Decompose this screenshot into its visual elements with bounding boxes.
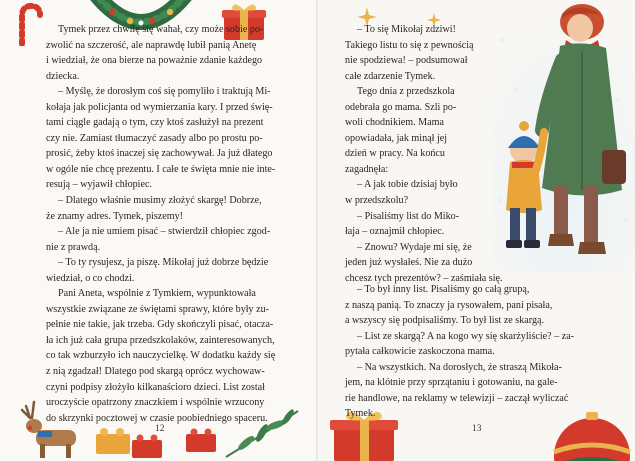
holly-branch-icon <box>222 405 302 461</box>
text-line: – Znowu? Wydaje mi się, że <box>357 241 472 253</box>
text-line: Takiego listu to się z pewnością <box>345 39 474 51</box>
text-line: co tak wzburzyło ich nauczycielkę. W dodatku każdy się <box>46 350 276 362</box>
text-line: w ogóle nie chcę prezentu. I całe te święta mnie nie inte- <box>46 163 276 175</box>
text-line: – Dlatego właśnie musimy złożyć skargę! Dobrze, <box>58 195 262 207</box>
text-line: opowiadała, jak minął jej <box>345 132 448 144</box>
text-line: nie spodziewa! – podsumował <box>345 55 468 67</box>
text-line: zwolić na szczerość, ale naprawdę lubił panią Anetę <box>46 39 257 51</box>
text-line: – To był inny list. Pisaliśmy go całą grupą, <box>357 284 530 295</box>
text-line: Pani Aneta, wspólnie z Tymkiem, wypunktowała <box>58 288 256 300</box>
text-line: nie z prawdą. <box>46 241 101 253</box>
red-brick-icon <box>182 424 222 454</box>
text-line: rie handlowe, na reklamy w telewizji – zaczął wyliczać <box>345 392 569 404</box>
text-line: pełnie nie takie, jak trzeba. Gdy skończyli pisać, otacza- <box>46 319 274 331</box>
text-line: dzień w pracy. Na końcu <box>345 148 445 160</box>
reindeer-toy-icon <box>8 398 88 461</box>
text-line: tami ciągle gadają o tym, czy ktoś zasłużył na prezent <box>46 117 264 129</box>
page-number: 13 <box>472 424 482 434</box>
text-line: czyni podpisy złożyło kilkanaścioro dzieci. List został <box>46 381 265 393</box>
text-line: a wszyscy się podpisaliśmy. To był list ze skargą. <box>345 315 544 327</box>
text-line: resują – wyjawił chłopiec. <box>46 179 152 191</box>
text-line: ła ich już cała grupa przedszkolaków, zainteresowanych, <box>46 334 275 346</box>
text-line: – A jak tobie dzisiaj było <box>357 179 458 191</box>
text-line: odebrała go mama. Szli po- <box>345 101 457 113</box>
left-page <box>0 0 317 461</box>
candy-cane-icon <box>12 2 46 46</box>
text-line: pytała całkowicie zaskoczona mama. <box>345 346 495 358</box>
page-number: 12 <box>155 424 165 434</box>
text-line: Tymek. <box>345 408 376 420</box>
text-line: – Myślę, że dorosłym coś się pomyliło i traktują Mi- <box>58 86 271 98</box>
text-line: całe zdarzenie Tymek. <box>345 70 436 82</box>
text-line: czy nie. Zamiast tłumaczyć zasady albo po prostu po- <box>46 132 263 144</box>
text-line: do skrzynki pocztowej w czasie poobiedniego spaceru. <box>46 412 268 424</box>
text-line: – Ale ja nie umiem pisać – stwierdził chłopiec zgod- <box>58 226 271 238</box>
right-page-text-full <box>345 282 598 422</box>
left-page-text <box>46 22 300 426</box>
right-page-text-column <box>345 22 503 286</box>
text-line: chcesz tych prezentów? – zaśmiała się. <box>345 272 503 284</box>
text-line: z nią zgadzał! Dlatego pod skargą oprócz wychowaw- <box>46 366 265 378</box>
text-line: Tymek przez chwilę się wahał, czy może sobie po- <box>58 24 264 35</box>
text-line: – Na wszystkich. Na dorosłych, że straszą Mikoła- <box>357 361 562 373</box>
mother-and-child-illustration <box>490 0 635 272</box>
text-line: i wiedział, że ona bierze na poważnie zdanie każdego <box>46 55 263 67</box>
text-line: Tego dnia z przedszkola <box>357 86 455 98</box>
text-line: wszystkie związane ze świętami sprawy, które były zu- <box>46 303 270 315</box>
text-line: woli chodnikiem. Mama <box>345 117 444 129</box>
text-line: w przedszkolu? <box>345 195 409 207</box>
text-line: kołaja jak policjanta od wymierzania kary. I przed świę- <box>46 101 273 113</box>
text-line: wiedział, o co chodzi. <box>46 272 135 284</box>
text-line: dziecka. <box>46 70 80 82</box>
text-line: że znamy adres. Tymek, piszemy! <box>46 210 184 222</box>
text-line: zagadnęła: <box>345 163 389 175</box>
text-line: uroczyście opatrzony znaczkiem i wspólnie wrzucony <box>46 397 265 409</box>
text-line: – Pisaliśmy list do Miko- <box>357 210 460 222</box>
text-line: z naszą panią. To znaczy ja rysowałem, pani pisała, <box>345 299 553 311</box>
text-line: – To ty rysujesz, ja piszę. Mikołaj już dobrze będzie <box>58 257 269 269</box>
text-line: – List ze skargą? A na kogo wy się skarżyliście? – za- <box>357 330 575 342</box>
text-line: jem, na klótnie przy sprzątaniu i gotowaniu, na gale- <box>345 377 558 389</box>
text-line: – To się Mikołaj zdziwi! <box>357 24 456 35</box>
text-line: jeden już wysłałeś. Nie za dużo <box>345 257 473 269</box>
text-line: prosić, żeby ktoś inaczej się zachowywał. Ja już dłatego <box>46 148 273 160</box>
text-line: łaja – oznajmił chłopiec. <box>345 226 445 238</box>
